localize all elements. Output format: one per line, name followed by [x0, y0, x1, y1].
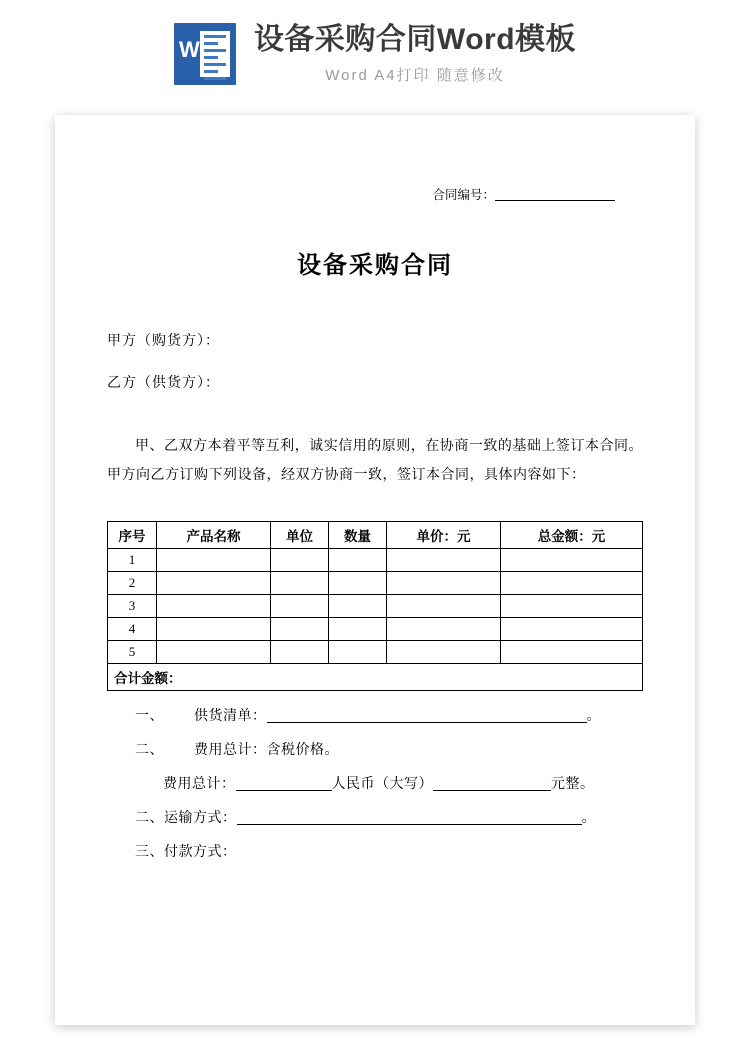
table-cell-index: 1	[108, 548, 157, 571]
preamble-paragraph: 甲、乙双方本着平等互利，诚实信用的原则，在协商一致的基础上签订本合同。甲方向乙方订购下列设备，经双方协商一致，签订本合同，具体内容如下：	[107, 439, 643, 484]
table-cell-index: 5	[108, 640, 157, 663]
table-cell-price	[387, 640, 501, 663]
table-total-row	[108, 663, 643, 690]
clause-2-sub-mid: 人民币（大写）	[331, 776, 433, 792]
banner-subtitle: Word A4打印 随意修改	[325, 67, 505, 85]
document-body	[55, 115, 695, 1025]
table-cell-amount	[501, 594, 643, 617]
clause-2-sub	[107, 773, 643, 793]
table-cell-unit	[270, 594, 328, 617]
table-row	[108, 617, 643, 640]
table-cell-unit	[270, 617, 328, 640]
table-cell-qty	[329, 640, 387, 663]
banner-content	[174, 23, 576, 86]
clause-4-text: 付款方式：	[164, 844, 237, 860]
table-cell-name	[157, 548, 271, 571]
clause-4	[107, 841, 643, 861]
table-cell-amount	[501, 571, 643, 594]
table-cell-name	[157, 640, 271, 663]
table-header-cell: 序号	[108, 521, 157, 548]
table-header-cell: 数量	[329, 521, 387, 548]
table-cell-unit	[270, 571, 328, 594]
table-header-cell: 产品名称	[157, 521, 271, 548]
contract-number-label: 合同编号：	[432, 188, 495, 202]
table-row	[108, 640, 643, 663]
clause-2	[107, 739, 643, 759]
clause-1-text: 供货清单：	[194, 708, 267, 724]
table-cell-unit	[270, 548, 328, 571]
table-cell-name	[157, 571, 271, 594]
table-row	[108, 571, 643, 594]
clause-1	[107, 705, 643, 725]
goods-table	[107, 521, 643, 691]
table-cell-price	[387, 571, 501, 594]
table-total-label: 合计金额：	[108, 663, 643, 690]
clause-2-sub-tail: 元整。	[551, 776, 595, 792]
table-header-row	[108, 521, 643, 548]
clause-2-sub-label: 费用总计：	[163, 776, 236, 792]
clause-2-number: 二、	[135, 742, 164, 758]
table-cell-price	[387, 548, 501, 571]
banner-title: 设备采购合同Word模板	[253, 22, 577, 56]
table-row	[108, 548, 643, 571]
table-header-cell: 总金额：元	[501, 521, 643, 548]
clause-1-number: 一、	[135, 708, 164, 724]
word-icon	[174, 23, 236, 85]
clause-1-blank	[267, 722, 587, 723]
clause-3-text: 运输方式：	[164, 810, 237, 826]
table-cell-index: 2	[108, 571, 157, 594]
table-cell-price	[387, 617, 501, 640]
table-cell-price	[387, 594, 501, 617]
table-cell-amount	[501, 548, 643, 571]
table-cell-qty	[329, 594, 387, 617]
clause-1-tail: 。	[586, 708, 601, 724]
table-cell-amount	[501, 640, 643, 663]
page-title: 设备采购合同	[297, 250, 453, 279]
table-cell-index: 4	[108, 617, 157, 640]
table-cell-name	[157, 594, 271, 617]
table-row	[108, 594, 643, 617]
table-cell-amount	[501, 617, 643, 640]
party-b-line: 乙方（供货方）：	[107, 376, 220, 391]
party-a-line: 甲方（购货方）：	[107, 334, 220, 349]
clause-3	[107, 807, 643, 827]
clause-4-number: 三、	[135, 844, 164, 860]
table-cell-qty	[329, 548, 387, 571]
contract-number-line	[107, 185, 643, 203]
promo-banner	[0, 0, 750, 108]
table-cell-unit	[270, 640, 328, 663]
clause-3-tail: 。	[581, 810, 596, 826]
table-cell-name	[157, 617, 271, 640]
word-icon-letter: W	[178, 37, 200, 62]
table-cell-qty	[329, 617, 387, 640]
table-cell-index: 3	[108, 594, 157, 617]
clause-2-sub-blank-1	[236, 790, 332, 791]
word-icon-page	[200, 31, 230, 77]
document-page	[55, 115, 695, 1025]
clause-3-blank	[237, 824, 582, 825]
table-header-cell: 单价：元	[387, 521, 501, 548]
clause-2-text: 费用总计：含税价格。	[194, 742, 339, 758]
clause-2-sub-blank-2	[433, 790, 551, 791]
table-header-cell: 单位	[270, 521, 328, 548]
table-cell-qty	[329, 571, 387, 594]
clause-3-number: 二、	[135, 810, 164, 826]
contract-number-blank	[495, 200, 615, 201]
banner-text	[254, 23, 576, 86]
